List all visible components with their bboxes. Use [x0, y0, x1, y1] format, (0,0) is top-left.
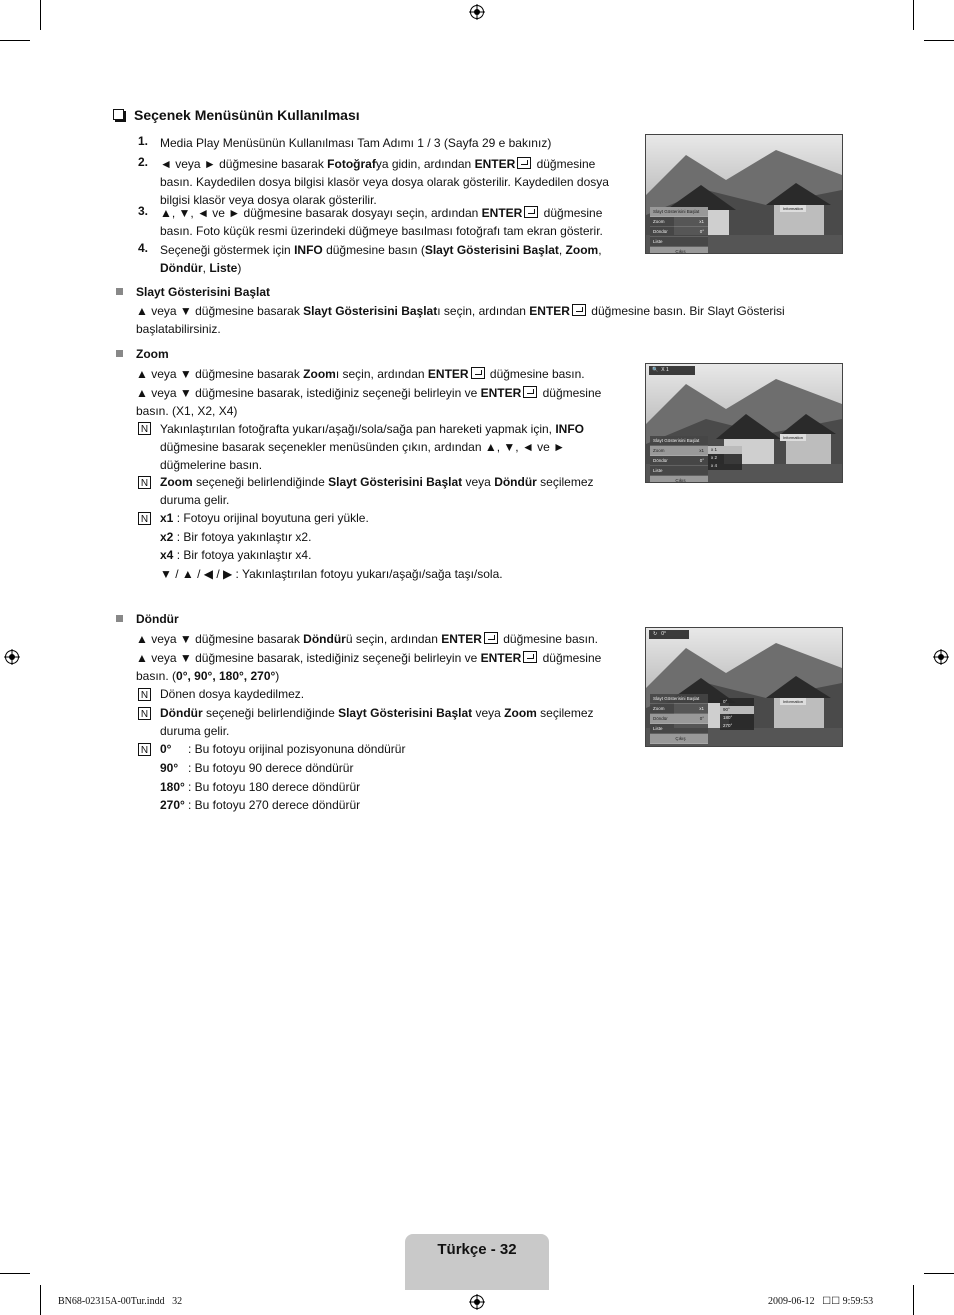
degree-row: 180° : Bu fotoyu 180 derece döndürür — [160, 780, 361, 794]
options-menu — [650, 436, 708, 483]
exit-button[interactable]: Çıkış — [650, 476, 708, 483]
step-number: 1. — [138, 134, 149, 148]
crop-mark — [924, 1273, 954, 1274]
section-checkbox-icon — [113, 109, 124, 120]
crop-mark — [913, 0, 914, 30]
sign-label: Information — [780, 434, 806, 441]
rotate-option[interactable]: 270° — [723, 723, 733, 728]
note-text: Döndür seçeneği belirlendiğinde Slayt Gösterisini Başlat veya Zoom seçilemez duruma gelir. — [160, 706, 594, 738]
menu-item[interactable]: Zoom x1 — [650, 217, 708, 227]
registration-mark-icon — [469, 1294, 485, 1310]
note-text: Zoom seçeneği belirlendiğinde Slayt Gösterisini Başlat veya Döndür seçilemez duruma gelir. — [160, 475, 594, 507]
enter-icon — [471, 367, 485, 379]
svg-text:N: N — [140, 478, 149, 489]
crop-mark — [924, 40, 954, 41]
options-menu — [650, 207, 708, 254]
rotate-option[interactable]: 90° — [720, 706, 754, 714]
svg-text:N: N — [140, 690, 149, 701]
zoom-option-line: x1 : Fotoyu orijinal boyutuna geri yükle. — [160, 511, 369, 525]
bullet-square-icon — [116, 615, 123, 622]
step-text: ◄ veya ► düğmesine basarak Fotoğrafya gidin, ardından ENTER düğmesine basın. Kaydedilen dosya bilgisi klasör veya dosya olarak gösterilir. Kaydedilen dosya bilgisi klasör veya dosya olarak gösterilir. — [160, 157, 609, 207]
subsection-title: Slayt Gösterisini Başlat — [136, 285, 271, 299]
zoom-option-line: x2 : Bir fotoya yakınlaştır x2. — [160, 530, 312, 544]
note-icon — [138, 707, 151, 720]
crop-mark — [0, 1273, 30, 1274]
enter-icon — [524, 206, 538, 218]
note-icon — [138, 512, 151, 525]
step-text: Media Play Menüsünün Kullanılması Tam Adımı 1 / 3 (Sayfa 29 e bakınız) — [160, 136, 552, 150]
magnifier-icon: 🔍 — [652, 367, 659, 373]
rotate-readout: ↻ 0° — [649, 630, 689, 639]
svg-text:N: N — [140, 745, 149, 756]
options-menu — [650, 694, 708, 744]
rotate-option[interactable]: 180° — [723, 715, 733, 720]
paragraph: ▲ veya ▼ düğmesine basarak, istediğiniz seçeneği belirleyin ve ENTER düğmesine basın. (X1, X2, X4) — [136, 386, 602, 418]
menu-item[interactable]: Slayt Gösterisini Başlat — [650, 207, 708, 217]
note-icon — [138, 476, 151, 489]
zoom-option[interactable]: x 2 — [711, 455, 718, 460]
page-label: Türkçe - 32 — [437, 1241, 517, 1258]
tv-screen-rotate — [645, 627, 843, 747]
menu-item[interactable]: Liste — [650, 466, 708, 476]
paragraph: ▲ veya ▼ düğmesine basarak Zoomı seçin, ardından ENTER düğmesine basın. — [136, 367, 585, 381]
step-text: Seçeneği göstermek için INFO düğmesine basın (Slayt Gösterisini Başlat, Zoom, Döndür, Liste) — [160, 243, 602, 275]
menu-item[interactable]: Döndür 0° — [650, 227, 708, 237]
registration-mark-icon — [469, 4, 485, 20]
rotate-submenu — [720, 698, 754, 730]
enter-icon — [517, 157, 531, 169]
step-number: 4. — [138, 241, 149, 255]
sign-label: Information — [780, 205, 806, 212]
menu-item[interactable]: Döndür 0° — [650, 714, 708, 724]
menu-item[interactable]: Zoom x1 — [650, 446, 708, 456]
subsection-title: Zoom — [136, 347, 169, 361]
step-number: 3. — [138, 204, 149, 218]
degree-row: 0° : Bu fotoyu orijinal pozisyonuna döndürür — [160, 742, 406, 756]
degree-row: 270° : Bu fotoyu 270 derece döndürür — [160, 798, 361, 812]
zoom-option[interactable]: x 4 — [711, 463, 718, 468]
step-number: 2. — [138, 155, 149, 169]
svg-text:N: N — [140, 424, 149, 435]
bullet-square-icon — [116, 288, 123, 295]
menu-item[interactable]: Zoom x1 — [650, 704, 708, 714]
note-icon — [138, 743, 151, 756]
exit-button[interactable]: Çıkış — [650, 734, 708, 744]
print-date: 2009-06-12 ☐☐ 9:59:53 — [768, 1296, 874, 1307]
note-text: Yakınlaştırılan fotoğrafta yukarı/aşağı/sola/sağa pan hareketi yapmak için, INFO düğmesine basarak seçenekler menüsünden çıkın, ardından ▲, ▼, ◄ ve ► düğmelerine basın. — [160, 422, 584, 472]
menu-item[interactable]: Slayt Gösterisini Başlat — [650, 436, 708, 446]
registration-mark-icon — [4, 649, 20, 665]
crop-mark — [40, 0, 41, 30]
zoom-submenu — [708, 446, 742, 470]
sign-label: Information — [780, 698, 806, 705]
tv-screen-zoom — [645, 363, 843, 483]
registration-mark-icon — [933, 649, 949, 665]
crop-mark — [0, 40, 30, 41]
note-icon — [138, 688, 151, 701]
zoom-option-line: x4 : Bir fotoya yakınlaştır x4. — [160, 548, 312, 562]
paragraph: ▲ veya ▼ düğmesine basarak Slayt Gösterisini Başlatı seçin, ardından ENTER düğmesine basın. Bir Slayt Gösterisi başlatabilirsiniz. — [136, 304, 785, 336]
subsection-title: Döndür — [136, 612, 179, 626]
note-text: Dönen dosya kaydedilmez. — [160, 687, 305, 701]
enter-icon — [523, 651, 537, 663]
exit-button[interactable]: Çıkış — [650, 247, 708, 254]
menu-item[interactable]: Slayt Gösterisini Başlat — [650, 694, 708, 704]
bullet-square-icon — [116, 350, 123, 357]
paragraph: ▲ veya ▼ düğmesine basarak Döndürü seçin, ardından ENTER düğmesine basın. — [136, 632, 598, 646]
rotate-option[interactable]: 0° — [723, 699, 728, 704]
enter-icon — [484, 632, 498, 644]
svg-text:N: N — [140, 514, 149, 525]
menu-item[interactable]: Liste — [650, 237, 708, 247]
menu-item[interactable]: Liste — [650, 724, 708, 734]
note-icon — [138, 422, 151, 435]
svg-text:N: N — [140, 709, 149, 720]
section-title: Seçenek Menüsünün Kullanılması — [134, 107, 360, 123]
degree-row: 90° : Bu fotoyu 90 derece döndürür — [160, 761, 354, 775]
zoom-option[interactable]: x 1 — [708, 446, 742, 454]
rotate-icon: ↻ — [653, 631, 658, 637]
menu-item[interactable]: Döndür 0° — [650, 456, 708, 466]
enter-icon — [572, 304, 586, 316]
zoom-option-line: ▼ / ▲ / ◀ / ▶ : Yakınlaştırılan fotoyu yukarı/aşağı/sağa taşı/sola. — [160, 567, 503, 581]
tv-screen-options — [645, 134, 843, 254]
step-text: ▲, ▼, ◄ ve ► düğmesine basarak dosyayı seçin, ardından ENTER düğmesine basın. Foto küçük resmi üzerindeki düğmeye basılması fotoğrafı tam ekran gösterir. — [160, 206, 603, 238]
crop-mark — [913, 1285, 914, 1315]
crop-mark — [40, 1285, 41, 1315]
file-info: BN68-02315A-00Tur.indd 32 — [58, 1296, 183, 1307]
paragraph: ▲ veya ▼ düğmesine basarak, istediğiniz seçeneği belirleyin ve ENTER düğmesine basın. (0°, 90°, 180°, 270°) — [136, 651, 602, 683]
enter-icon — [523, 386, 537, 398]
zoom-readout: 🔍 X 1 — [649, 366, 695, 375]
